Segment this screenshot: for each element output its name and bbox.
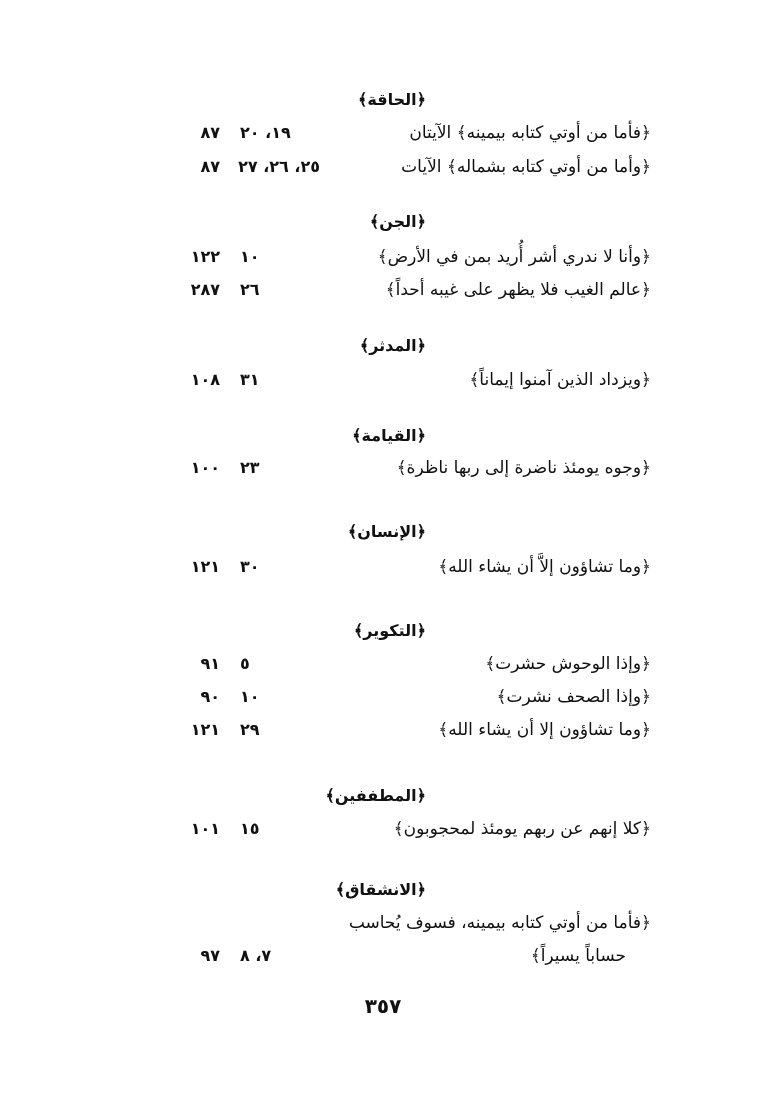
ayah-number: ٢٩ — [240, 720, 260, 739]
verse-text: ﴿وأما من أوتي كتابه بشماله﴾ الآيات — [401, 157, 651, 177]
verse-text: ﴿وما تشاؤون إلاَّ أن يشاء الله﴾ — [438, 557, 651, 577]
surah-heading-attakwir: ﴿التكوير﴾ — [353, 621, 426, 640]
ayah-number: ١٥ — [240, 819, 260, 838]
ayah-number: ٥ — [240, 654, 250, 673]
page-reference: ٢٨٧ — [190, 280, 220, 299]
surah-heading-alhaqqa: ﴿الحاقة﴾ — [358, 90, 426, 109]
verse-text-continuation: حساباً يسيراً﴾ — [530, 946, 626, 966]
page-reference: ٨٧ — [200, 157, 220, 176]
page-reference: ١٠١ — [190, 819, 220, 838]
verse-text: ﴿ويزداد الذين آمنوا إيماناً﴾ — [469, 370, 651, 390]
surah-heading-almutaffifin: ﴿المطففين﴾ — [325, 786, 426, 805]
page-reference: ٩٧ — [200, 946, 220, 965]
ayah-number: ٢٣ — [240, 458, 260, 477]
ayah-number: ٧، ٨ — [240, 946, 272, 965]
verse-text: ﴿وإذا الصحف نشرت﴾ — [496, 687, 651, 707]
verse-text: ﴿وما تشاؤون إلا أن يشاء الله﴾ — [438, 720, 651, 740]
verse-text: ﴿وأنا لا ندري أشر أُريد بمن في الأرض﴾ — [377, 247, 651, 267]
surah-heading-almuddaththir: ﴿المدثر﴾ — [359, 336, 426, 355]
verse-text: ﴿فأما من أوتي كتابه بيمينه﴾ الآيتان — [409, 123, 651, 143]
ayah-number: ٢٦ — [240, 280, 260, 299]
ayah-number: ٢٥، ٢٦، ٢٧ — [238, 157, 320, 176]
page-reference: ١٢٢ — [190, 247, 220, 266]
ayah-number: ٣١ — [240, 370, 260, 389]
verse-text: ﴿وإذا الوحوش حشرت﴾ — [485, 654, 651, 674]
page-reference: ١٢١ — [190, 557, 220, 576]
ayah-number: ١٠ — [240, 687, 260, 706]
page-reference: ١٠٠ — [190, 458, 220, 477]
surah-heading-aljinn: ﴿الجن﴾ — [369, 212, 426, 231]
surah-heading-alqiyamah: ﴿القيامة﴾ — [352, 426, 426, 445]
ayah-number: ٣٠ — [240, 557, 260, 576]
page-reference: ٨٧ — [200, 123, 220, 142]
page-reference: ١٢١ — [190, 720, 220, 739]
surah-heading-alinshiqaq: ﴿الانشقاق﴾ — [335, 880, 426, 899]
ayah-number: ١٩، ٢٠ — [240, 123, 291, 142]
page-reference: ١٠٨ — [190, 370, 220, 389]
page-reference: ٩١ — [200, 654, 220, 673]
verse-text: ﴿وجوه يومئذ ناضرة إلى ربها ناظرة﴾ — [396, 458, 651, 478]
verse-text: ﴿عالم الغيب فلا يظهر على غيبه أحداً﴾ — [385, 280, 651, 300]
verse-text: ﴿فأما من أوتي كتابه بيمينه، فسوف يُحاسب — [348, 913, 651, 933]
surah-heading-alinsan: ﴿الإنسان﴾ — [347, 522, 426, 541]
page-reference: ٩٠ — [200, 687, 220, 706]
ayah-number: ١٠ — [240, 247, 260, 266]
page-number: ٣٥٧ — [364, 994, 402, 1018]
verse-text: ﴿كلا إنهم عن ربهم يومئذ لمحجوبون﴾ — [393, 819, 651, 839]
